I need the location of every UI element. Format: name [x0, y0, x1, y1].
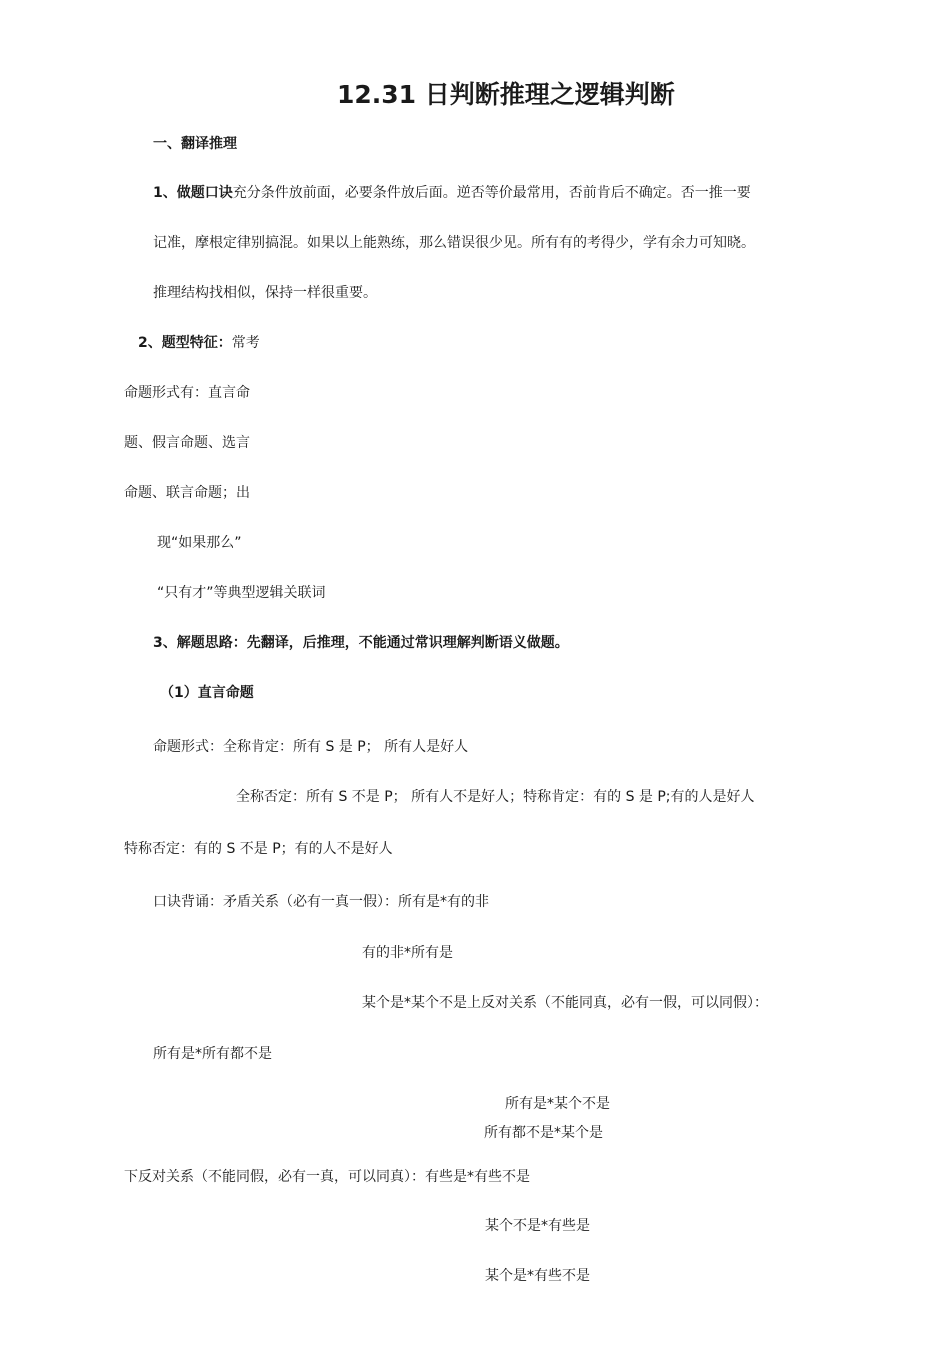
- item2-text-line-5: “只有才”等典型逻辑关联词: [157, 585, 326, 601]
- proposition-form-line-1: 命题形式：全称肯定：所有 S 是 P； 所有人是好人: [153, 739, 469, 755]
- item2-value: 常考: [231, 335, 260, 351]
- mnemonic-line-1: 口诀背诵：矛盾关系（必有一真一假）：所有是*有的非: [153, 894, 489, 910]
- mnemonic-paragraph-line-1: [153, 184, 751, 202]
- item1-text: 充分条件放前面，必要条件放后面。逆否等价最常用，否前肯后不确定。否一推一要: [232, 185, 751, 201]
- item2-label: 2、题型特征：: [138, 335, 232, 351]
- item1-label: 1、做题口诀: [153, 185, 233, 201]
- mnemonic-line-4: 所有是*所有都不是: [153, 1046, 272, 1062]
- item2-line: [138, 334, 260, 352]
- mnemonic-line-9: 某个是*有些不是: [485, 1268, 590, 1284]
- mnemonic-line-8: 某个不是*有些是: [485, 1218, 590, 1234]
- section-heading-translation-reasoning: 一、翻译推理: [153, 136, 237, 152]
- page-title: 12.31 日判断推理之逻辑判断: [337, 80, 675, 109]
- mnemonic-paragraph-line-3: 推理结构找相似，保持一样很重要。: [153, 285, 377, 301]
- mnemonic-line-3: 某个是*某个不是上反对关系（不能同真，必有一假，可以同假）：: [362, 995, 768, 1011]
- item3-solution-approach: 3、解题思路：先翻译，后推理，不能通过常识理解判断语义做题。: [153, 635, 569, 651]
- mnemonic-line-6: 所有都不是*某个是: [484, 1125, 603, 1141]
- mnemonic-line-5: 所有是*某个不是: [505, 1096, 610, 1112]
- mnemonic-line-7: 下反对关系（不能同假，必有一真，可以同真）：有些是*有些不是: [124, 1169, 530, 1185]
- proposition-form-line-2: 全称否定：所有 S 不是 P； 所有人不是好人；特称肯定：有的 S 是 P;有的人是好人: [236, 789, 755, 805]
- item2-text-line-2: 题、假言命题、选言: [124, 435, 250, 451]
- item2-text-line-1: 命题形式有：直言命: [124, 385, 250, 401]
- item2-text-line-4: 现“如果那么”: [157, 535, 242, 551]
- mnemonic-paragraph-line-2: 记准，摩根定律别搞混。如果以上能熟练，那么错误很少见。所有有的考得少，学有余力可知晓。: [153, 235, 755, 251]
- subsection-heading-categorical-proposition: （1）直言命题: [160, 685, 254, 701]
- mnemonic-line-2: 有的非*所有是: [362, 945, 453, 961]
- proposition-form-line-3: 特称否定：有的 S 不是 P；有的人不是好人: [124, 841, 393, 857]
- item2-text-line-3: 命题、联言命题；出: [124, 485, 250, 501]
